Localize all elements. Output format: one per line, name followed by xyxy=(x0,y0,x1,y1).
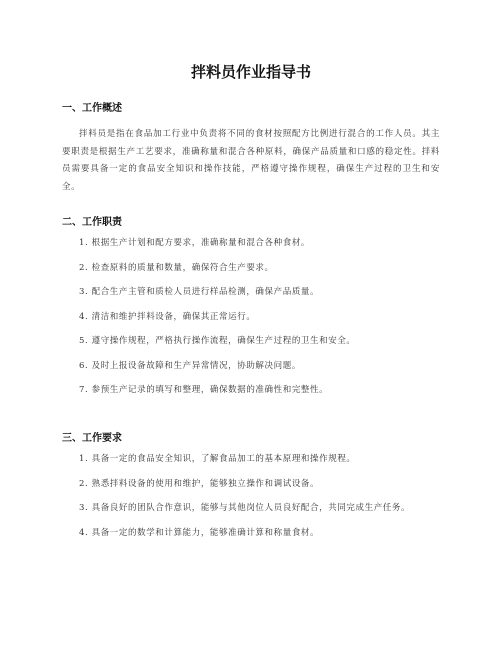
section-heading: 三、工作要求 xyxy=(62,433,122,444)
overview-paragraph: 拌料员是指在食品加工行业中负责将不同的食材按照配方比例进行混合的工作人员。其主要职责是根据生产工艺要求，准确称量和混合各种原料，确保产品质量和口感的稳定性。拌料员需要具备一定的食品安全知识和操作技能，严格遵守操作规程，确保生产过程的卫生和安全。 xyxy=(62,129,440,192)
list-item: 2. 熟悉拌料设备的使用和维护，能够独立操作和调试设备。 xyxy=(79,478,320,489)
list-item: 7. 参预生产记录的填写和整理，确保数据的准确性和完整性。 xyxy=(79,385,329,395)
document-title: 拌料员作业指导书 xyxy=(190,63,311,81)
list-item: 3. 配合生产主管和质检人员进行样品检测，确保产品质量。 xyxy=(79,287,320,297)
list-item: 6. 及时上报设备故障和生产异常情况，协助解决问题。 xyxy=(79,360,301,371)
list-item: 3. 具备良好的团队合作意识，能够与其他岗位人员良好配合，共同完成生产任务。 xyxy=(79,503,411,513)
duties-list xyxy=(62,235,440,399)
section-requirements xyxy=(62,432,440,542)
list-item: 2. 检查原料的质量和数量，确保符合生产要求。 xyxy=(79,262,274,273)
list-item: 5. 遵守操作规程，严格执行操作流程，确保生产过程的卫生和安全。 xyxy=(79,336,356,346)
list-item: 4. 清洁和维护拌料设备，确保其正常运行。 xyxy=(79,311,256,322)
list-item: 1. 具备一定的食品安全知识，了解食品加工的基本原理和操作规程。 xyxy=(79,454,356,464)
requirements-list xyxy=(62,451,440,542)
section-heading: 一、工作概述 xyxy=(62,103,122,114)
list-item: 1. 根据生产计划和配方要求，准确称量和混合各种食材。 xyxy=(79,238,311,248)
list-item: 4. 具备一定的数学和计算能力，能够准确计算和称量食材。 xyxy=(79,527,320,538)
section-overview xyxy=(62,102,440,196)
section-heading: 二、工作职责 xyxy=(62,217,122,228)
section-duties xyxy=(62,216,440,399)
